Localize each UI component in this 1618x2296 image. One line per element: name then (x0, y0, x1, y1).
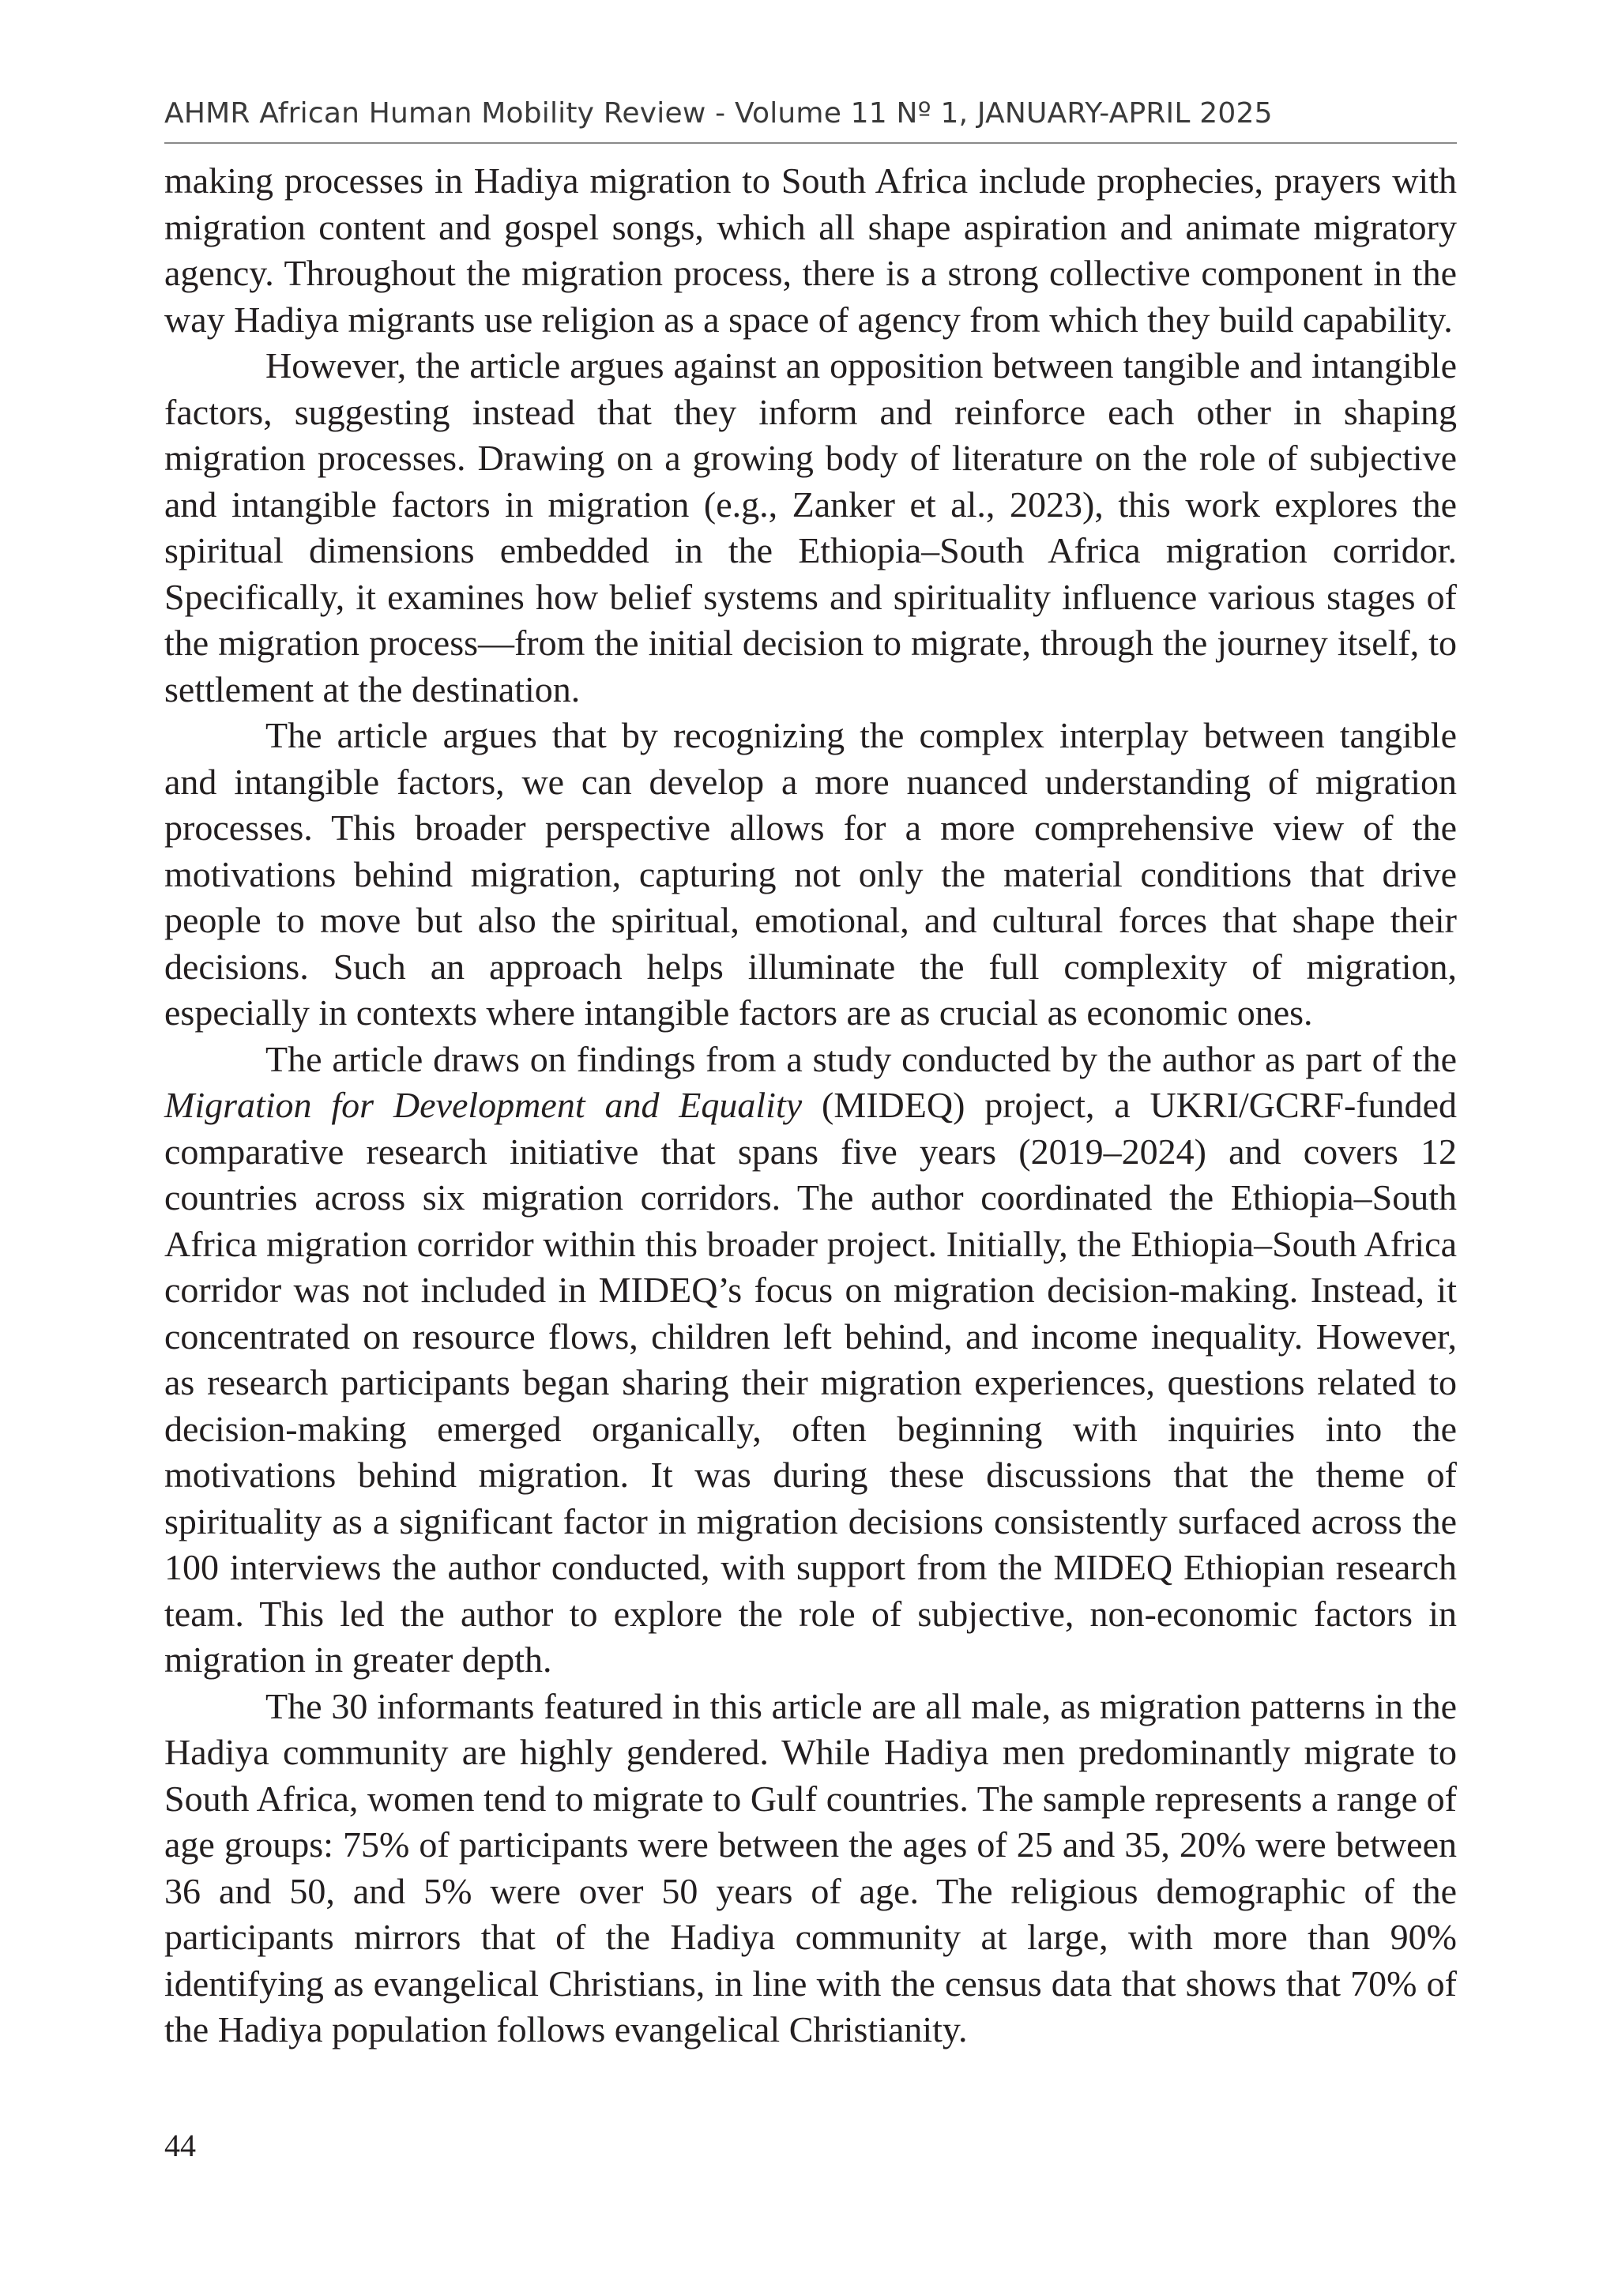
header-rule (164, 142, 1457, 144)
page-number: 44 (164, 2128, 196, 2163)
paragraph-4-rest: (MIDEQ) project, a UKRI/GCRF-funded comparative research initiative that spans five years (2019–2024) and covers 12 countries across six migration corridors. The author coordinated the Ethiopia–South Africa migration corridor within this broader project. Initially, the Ethiopia–South Africa corridor was not included in MIDEQ’s focus on migration decision-making. Instead, it concentrated on resource flows, children left behind, and income inequality. However, as research participants began sharing their migration experiences, questions related to decision-making emerged organically, often beginning with inquiries into the motivations behind migration. It was during these discussions that the theme of spirituality as a significant factor in migration decisions consistently surfaced across the 100 interviews the author conducted, with support from the MIDEQ Ethiopian research team. This led the author to explore the role of subjective, non-economic factors in migration in greater depth. (164, 1085, 1457, 1680)
paragraph-4-lead: The article draws on findings from a study conducted by the author as part of the (265, 1038, 1457, 1079)
paragraph-1: making processes in Hadiya migration to South Africa include prophecies, prayers with migration content and gospel songs, which all shape aspiration and animate migratory agency. Throughout the migration process, there is a strong collective component in the way Hadiya migrants use religion as a space of agency from which they build capability. (164, 160, 1457, 340)
running-header: AHMR African Human Mobility Review - Volume 11 Nº 1, JANUARY-APRIL 2025 (164, 97, 1273, 130)
project-title-italic: Migration for Development and Equality (164, 1085, 803, 1125)
paragraph-3: The article argues that by recognizing the complex interplay between tangible and intangible factors, we can develop a more nuanced understanding of migration processes. This broader perspective allows for a more comprehensive view of the motivations behind migration, capturing not only the material conditions that drive people to move but also the spiritual, emotional, and cultural forces that shape their decisions. Such an approach helps illuminate the full complexity of migration, especially in contexts where intangible factors are as crucial as economic ones. (164, 715, 1457, 1033)
paragraph-2: However, the article argues against an opposition between tangible and intangible factors, suggesting instead that they inform and reinforce each other in shaping migration processes. Drawing on a growing body of literature on the role of subjective and intangible factors in migration (e.g., Zanker et al., 2023), this work explores the spiritual dimensions embedded in the Ethiopia–South Africa migration corridor. Specifically, it examines how belief systems and spirituality influence various stages of the migration process—from the initial decision to migrate, through the journey itself, to settlement at the destination. (164, 345, 1457, 710)
article-body (164, 158, 1457, 2053)
paragraph-4 (164, 1037, 1457, 1684)
paragraph-5: The 30 informants featured in this article are all male, as migration patterns in the Hadiya community are highly gendered. While Hadiya men predominantly migrate to South Africa, women tend to migrate to Gulf countries. The sample represents a range of age groups: 75% of participants were between the ages of 25 and 35, 20% were between 36 and 50, and 5% were over 50 years of age. The religious demographic of the participants mirrors that of the Hadiya community at large, with more than 90% identifying as evangelical Christians, in line with the census data that shows that 70% of the Hadiya population follows evangelical Christianity. (164, 1685, 1457, 2049)
